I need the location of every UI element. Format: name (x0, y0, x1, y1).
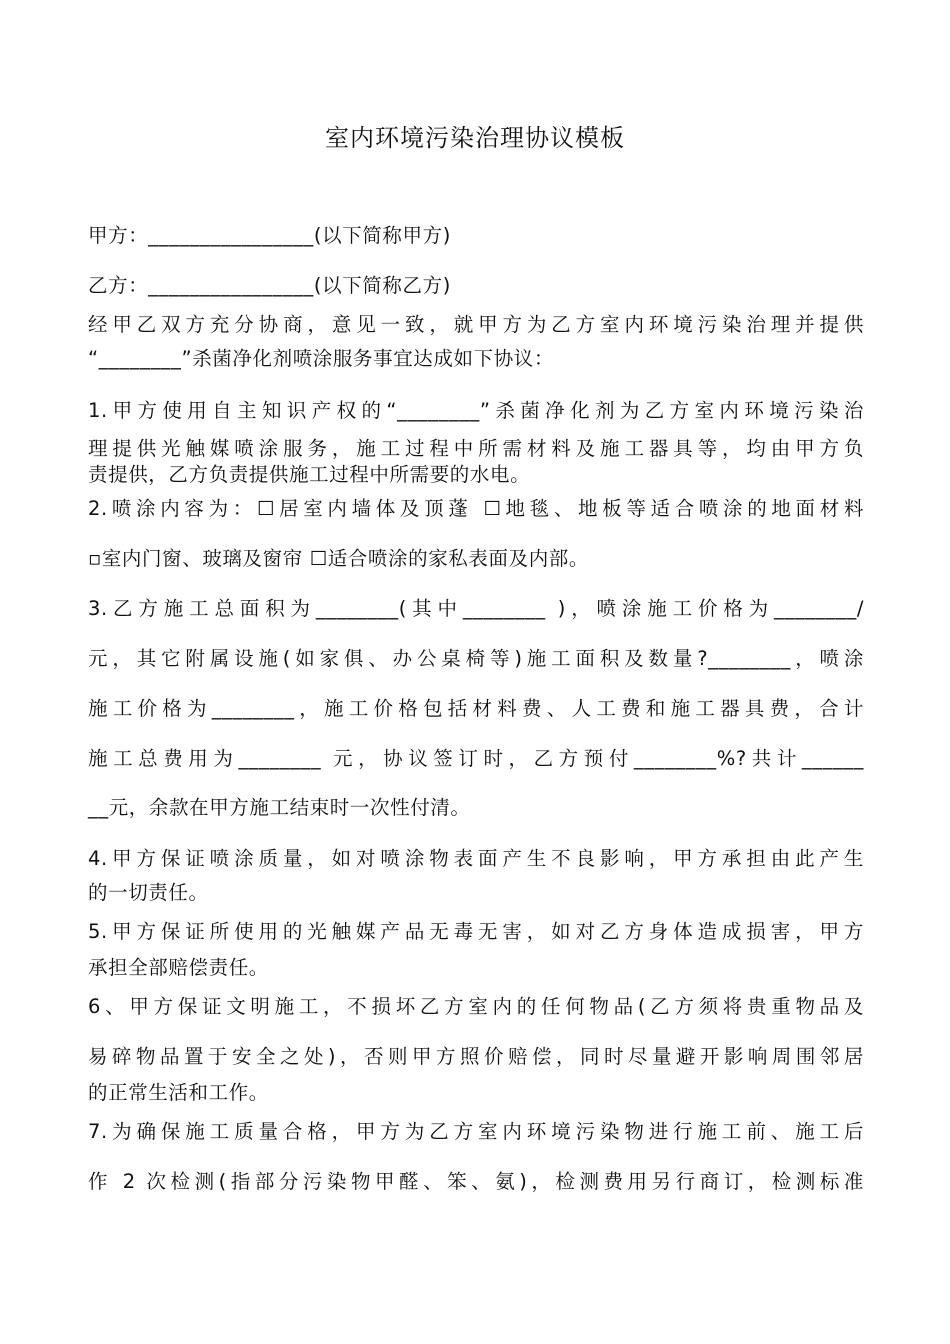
clause-3-line-3: 施工价格为________，施工价格包括材料费、人工费和施工器具费，合计 (88, 697, 864, 720)
clause-3-line-2: 元，其它附属设施(如家俱、办公桌椅等)施工面积及数量?________，喷涂 (88, 647, 864, 670)
clause-7-line-1: 7.为确保施工质量合格，甲方为乙方室内环境污染物进行施工前、施工后 (88, 1120, 864, 1143)
clause-1-line-2: 理提供光触媒喷涂服务，施工过程中所需材料及施工器具等，均由甲方负 (88, 437, 864, 460)
clause-7-line-2: 作 2 次检测(指部分污染物甲醛、笨、氨)，检测费用另行商订，检测标准 (88, 1170, 864, 1193)
clause-4-line-2: 的一切责任。 (88, 881, 209, 904)
intro-line-2: “________”杀菌净化剂喷涂服务事宜达成如下协议： (88, 347, 555, 370)
party-b-line: 乙方：________________(以下简称乙方) (88, 274, 451, 297)
clause-6-line-1: 6、甲方保证文明施工，不损坏乙方室内的任何物品(乙方须将贵重物品及 (88, 995, 864, 1018)
clause-3-line-1: 3.乙方施工总面积为________(其中________ )，喷涂施工价格为________/ (88, 597, 864, 620)
clause-6-line-3: 的正常生活和工作。 (88, 1081, 269, 1104)
party-a-line: 甲方：________________(以下简称甲方) (88, 224, 451, 247)
clause-5-line-2: 承担全部赔偿责任。 (88, 956, 269, 979)
clause-2-line-2: ▫室内门窗、玻璃及窗帘 ☐适合喷涂的家私表面及内部。 (88, 547, 589, 570)
clause-3-line-4: 施工总费用为________ 元，协议签订时，乙方预付________%?共计______ (88, 747, 864, 770)
clause-2-line-1: 2.喷涂内容为：☐居室内墙体及顶蓬 ☐地毯、地板等适合喷涂的地面材料 (88, 497, 864, 520)
clause-6-line-2: 易碎物品置于安全之处)，否则甲方照价赔偿，同时尽量避开影响周围邻居 (88, 1045, 864, 1068)
document-title: 室内环境污染治理协议模板 (325, 124, 625, 152)
clause-1-line-1: 1.甲方使用自主知识产权的“________”杀菌净化剂为乙方室内环境污染治 (88, 399, 864, 422)
clause-3-line-5: __元，余款在甲方施工结束时一次性付清。 (88, 796, 471, 819)
clause-5-line-1: 5.甲方保证所使用的光触媒产品无毒无害，如对乙方身体造成损害，甲方 (88, 920, 864, 943)
clause-1-line-3: 责提供，乙方负责提供施工过程中所需要的水电。 (88, 463, 531, 486)
intro-line-1: 经甲乙双方充分协商，意见一致，就甲方为乙方室内环境污染治理并提供 (88, 313, 864, 336)
clause-4-line-1: 4.甲方保证喷涂质量，如对喷涂物表面产生不良影响，甲方承担由此产生 (88, 847, 864, 870)
